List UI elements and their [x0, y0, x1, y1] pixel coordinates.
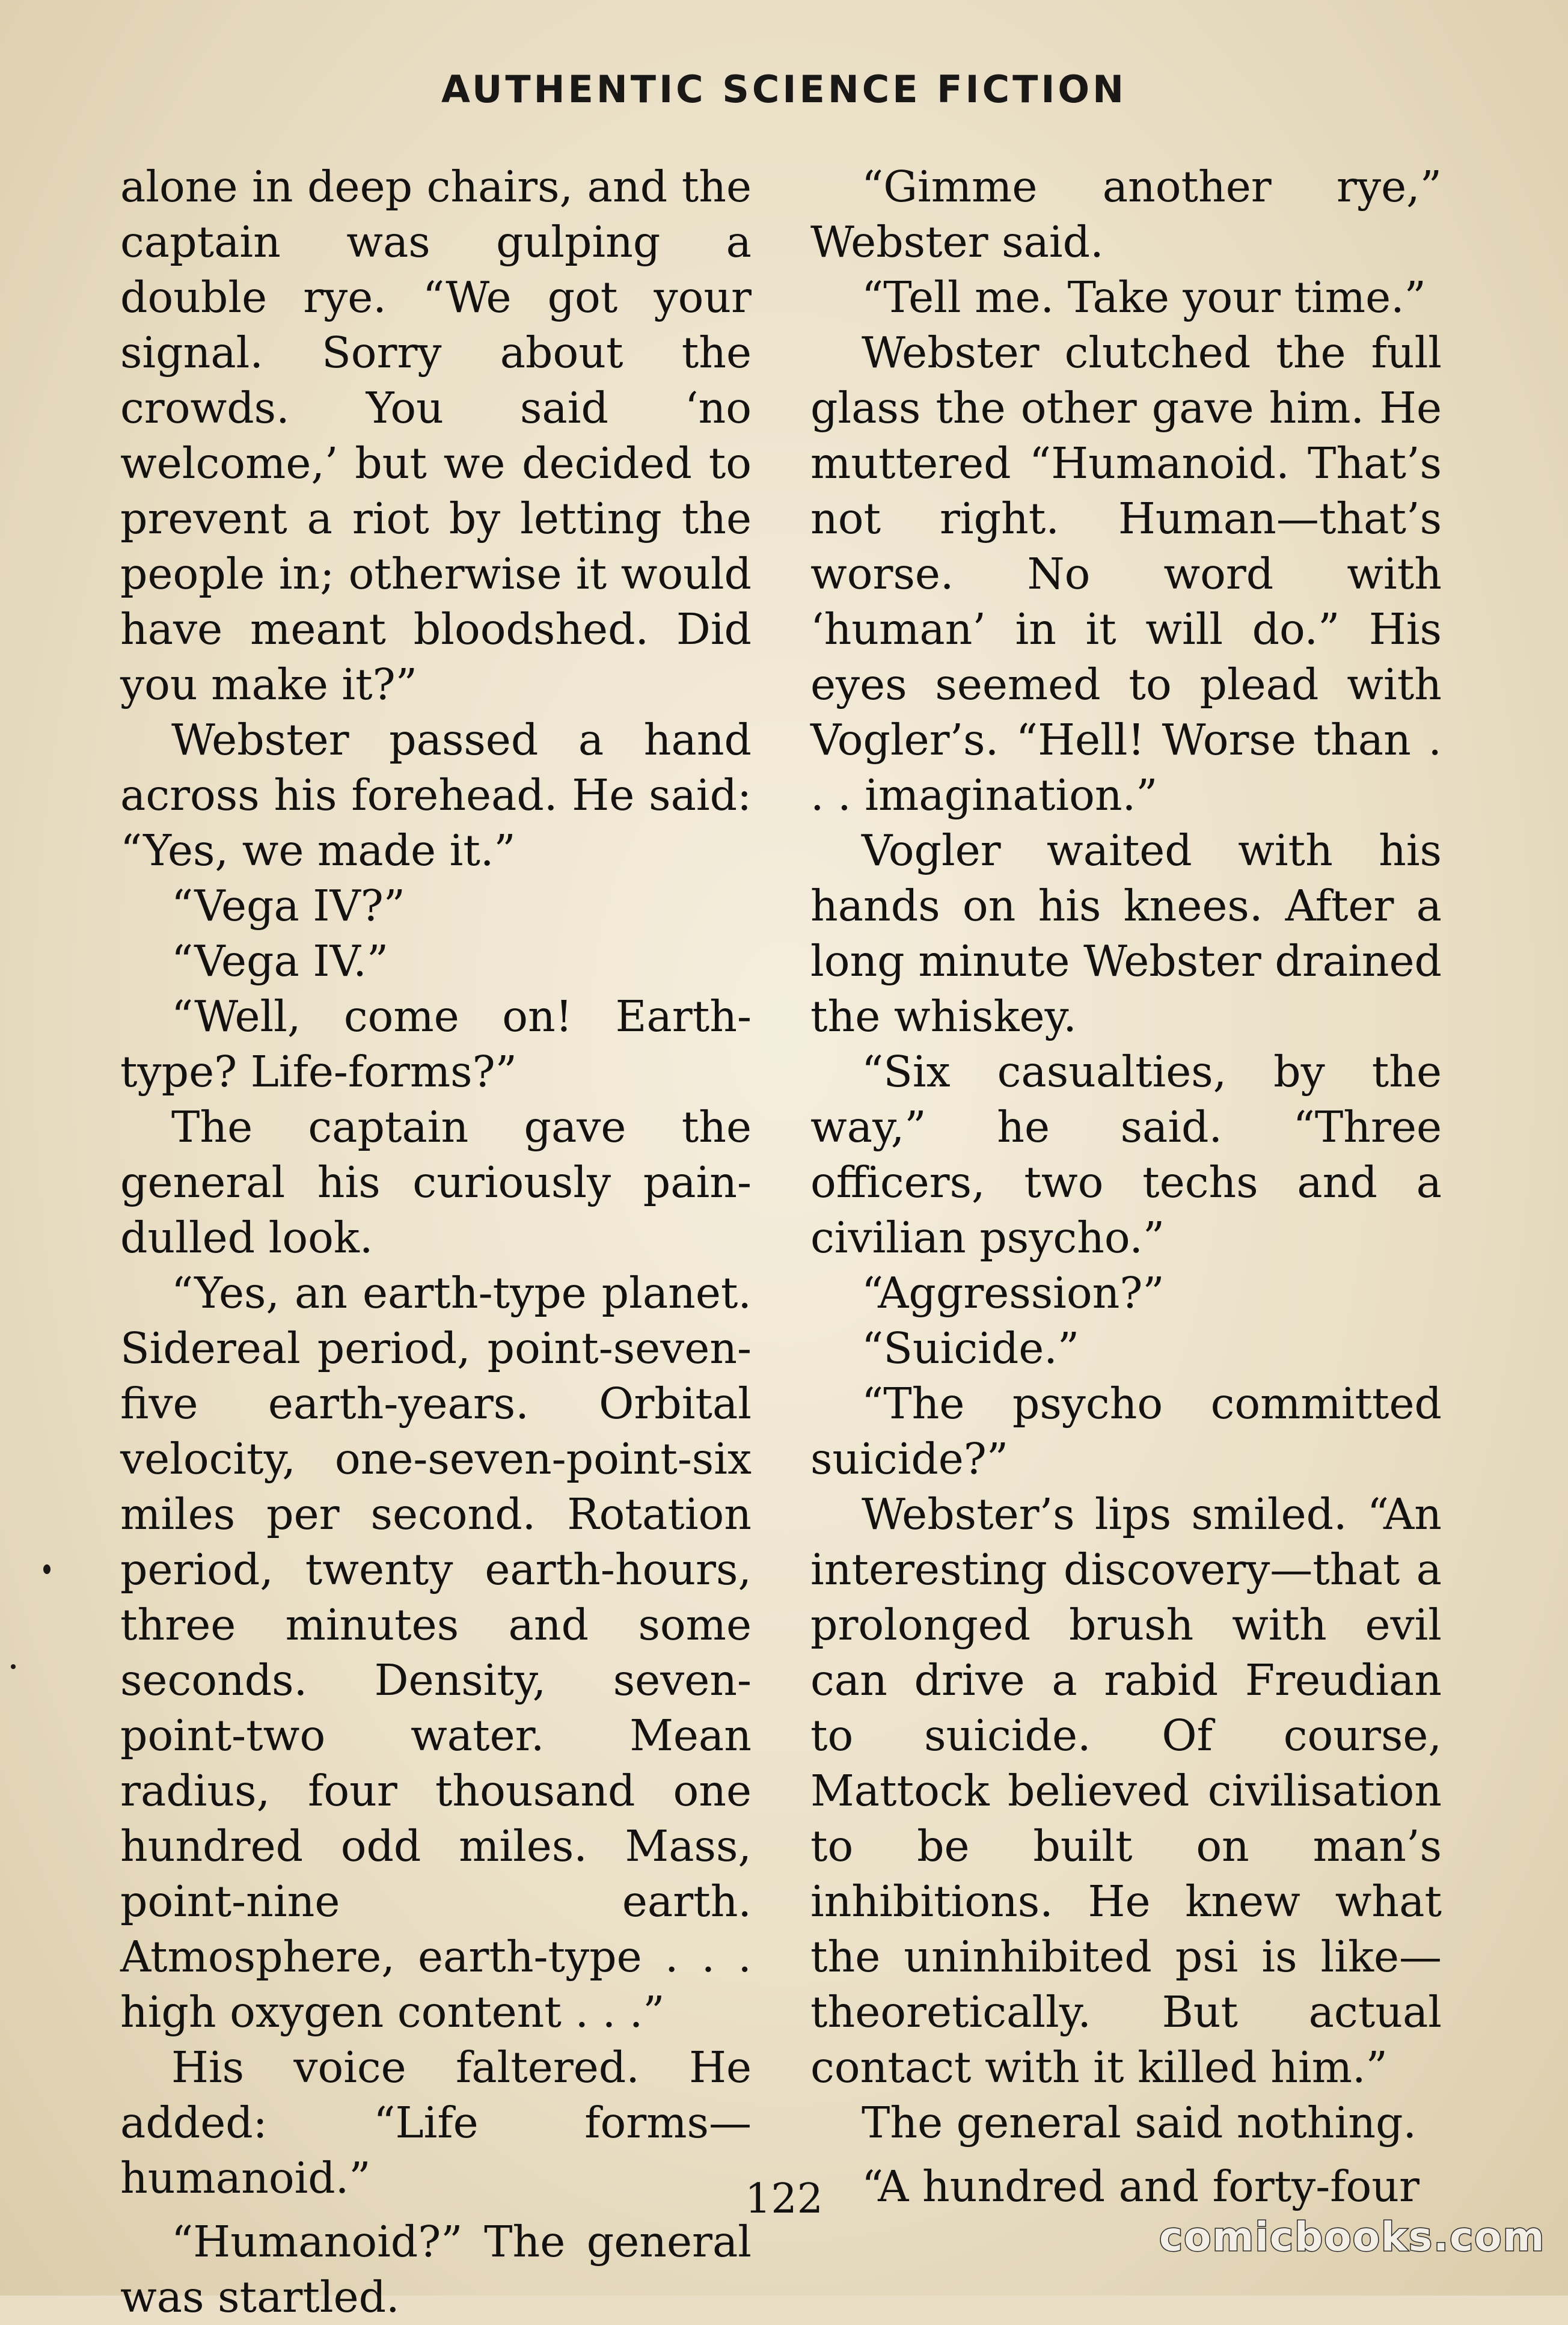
paragraph: “Vega IV?” — [171, 881, 406, 931]
paragraph: “Tell me. Take your time.” — [862, 272, 1426, 322]
paragraph: Vogler waited with his hands on his knees. After a long minute Webster drained the whiskey. — [810, 826, 1442, 1041]
paragraph: “Yes, an earth-type planet. Sidereal period, point-seven-five earth-years. Orbital velocity, one-seven-point-six miles per second. Rotation period, twenty earth-hours, three minutes and some seconds. Density, seven-point-two water. Mean radius, four thousand one hundred odd miles. Mass, point-nine earth. Atmosphere, earth-type . . . high oxygen content . . .” — [120, 1268, 752, 2037]
paragraph: “The psycho committed suicide?” — [810, 1379, 1442, 1484]
paragraph: “A hundred and forty-four — [862, 2161, 1419, 2211]
paragraph: Webster clutched the full glass the other gave him. He muttered “Humanoid. That’s not right. Human—that’s worse. No word with ‘human’ in it will do.” His eyes seemed to plead with Vogler’s. “Hell! Worse than . . . imagination.” — [810, 328, 1442, 820]
paragraph: “Vega IV.” — [171, 936, 389, 986]
paragraph: “Gimme another rye,” Webster said. — [810, 162, 1442, 267]
paragraph: Webster’s lips smiled. “An interesting discovery—that a prolonged brush with evil can drive a rabid Freudian to suicide. Of course, Mattock believed civilisation to be built on man’s inhibitions. He knew what the uninhibited psi is like—theoretically. But actual contact with it killed him.” — [810, 1489, 1442, 2092]
paragraph: “Aggression?” — [862, 1268, 1165, 1318]
page-number: 122 — [745, 2175, 823, 2223]
running-head: AUTHENTIC SCIENCE FICTION — [441, 67, 1127, 111]
left-column — [120, 159, 752, 2325]
paragraph: Webster passed a hand across his forehead. He said: “Yes, we made it.” — [120, 715, 752, 875]
paragraph: alone in deep chairs, and the captain was gulping a double rye. “We got your signal. Sorry about the crowds. You said ‘no welcome,’ but we decided to prevent a riot by letting the people in; otherwise it would have meant bloodshed. Did you make it?” — [120, 162, 752, 709]
paragraph: “Well, come on! Earth-type? Life-forms?” — [120, 991, 752, 1097]
paragraph: “Suicide.” — [862, 1323, 1080, 1373]
right-column — [810, 159, 1442, 2214]
ink-speck — [11, 1664, 16, 1669]
paragraph: The captain gave the general his curiously pain-dulled look. — [120, 1102, 752, 1263]
paragraph: His voice faltered. He added: “Life forms—humanoid.” — [120, 2042, 752, 2203]
paragraph: “Humanoid?” The general was startled. — [120, 2217, 752, 2322]
ink-speck — [43, 1564, 51, 1574]
paragraph: The general said nothing. — [862, 2098, 1417, 2148]
watermark-logo: comicbooks.com — [1159, 2214, 1546, 2260]
paragraph: “Six casualties, by the way,” he said. “Three officers, two techs and a civilian psycho.” — [810, 1047, 1442, 1263]
